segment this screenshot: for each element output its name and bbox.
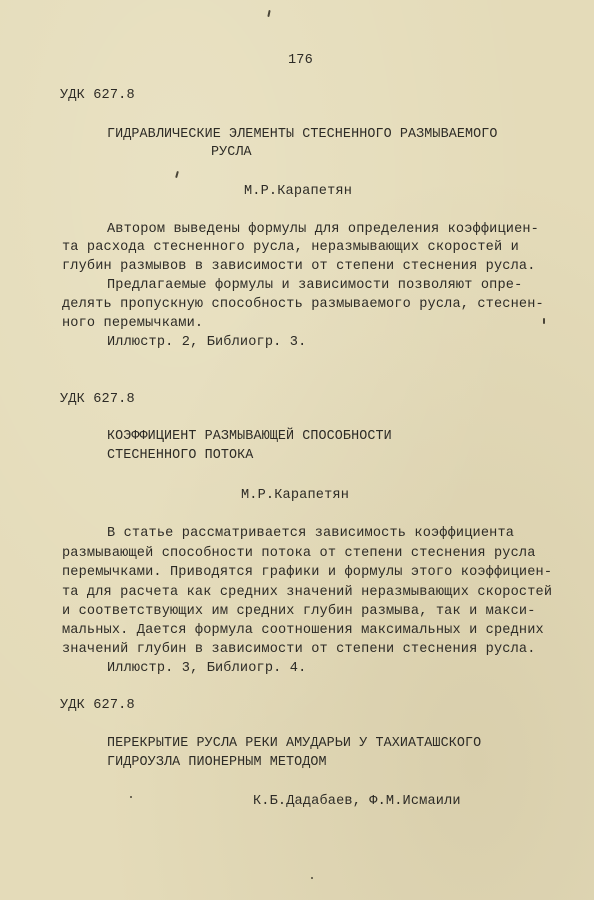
scan-speck <box>175 171 179 178</box>
abstract-references: Иллюстр. 3, Библиогр. 4. <box>107 661 307 676</box>
abstract-line: мальных. Дается формула соотношения максимальных и средних <box>62 623 544 638</box>
abstract-line: перемычками. Приводятся графики и формулы этого коэффициен- <box>62 565 553 580</box>
abstract-line: ного перемычками. <box>62 316 204 331</box>
abstract-line: та для расчета как средних значений неразмывающих скоростей <box>62 585 553 600</box>
article-title-line: РУСЛА <box>211 145 252 160</box>
udk-code: УДК 627.8 <box>60 88 135 103</box>
article-title-line: ПЕРЕКРЫТИЕ РУСЛА РЕКИ АМУДАРЬИ У ТАХИАТАШСКОГО <box>107 736 482 751</box>
scan-speck <box>543 318 545 324</box>
page-number: 176 <box>288 53 313 68</box>
abstract-line: и соответствующих им средних глубин размыва, так и макси- <box>62 604 536 619</box>
udk-code: УДК 627.8 <box>60 698 135 713</box>
article-title-line: ГИДРАВЛИЧЕСКИЕ ЭЛЕМЕНТЫ СТЕСНЕННОГО РАЗМЫВАЕМОГО <box>107 127 498 142</box>
abstract-line: В статье рассматривается зависимость коэффициента <box>107 526 515 541</box>
udk-code: УДК 627.8 <box>60 392 135 407</box>
abstract-line: Автором выведены формулы для определения коэффициен- <box>107 222 539 237</box>
abstract-line: Предлагаемые формулы и зависимости позволяют опре- <box>107 278 523 293</box>
scan-speck <box>267 10 270 17</box>
article-title-line: ГИДРОУЗЛА ПИОНЕРНЫМ МЕТОДОМ <box>107 755 327 770</box>
scan-speck <box>130 796 132 798</box>
article-title-line: СТЕСНЕННОГО ПОТОКА <box>107 448 254 463</box>
abstract-line: размывающей способности потока от степени стеснения русла <box>62 546 536 561</box>
article-title-line: КОЭФФИЦИЕНТ РАЗМЫВАЮЩЕЙ СПОСОБНОСТИ <box>107 429 392 444</box>
article-author: М.Р.Карапетян <box>244 184 352 199</box>
abstract-references: Иллюстр. 2, Библиогр. 3. <box>107 335 307 350</box>
article-author: К.Б.Дадабаев, Ф.М.Исмаили <box>253 794 461 809</box>
scan-speck <box>311 877 313 879</box>
abstract-line: та расхода стесненного русла, неразмывающих скоростей и <box>62 240 519 255</box>
abstract-line: значений глубин в зависимости от степени стеснения русла. <box>62 642 536 657</box>
article-author: М.Р.Карапетян <box>241 488 349 503</box>
abstract-line: делять пропускную способность размываемого русла, стеснен- <box>62 297 544 312</box>
abstract-line: глубин размывов в зависимости от степени стеснения русла. <box>62 259 536 274</box>
